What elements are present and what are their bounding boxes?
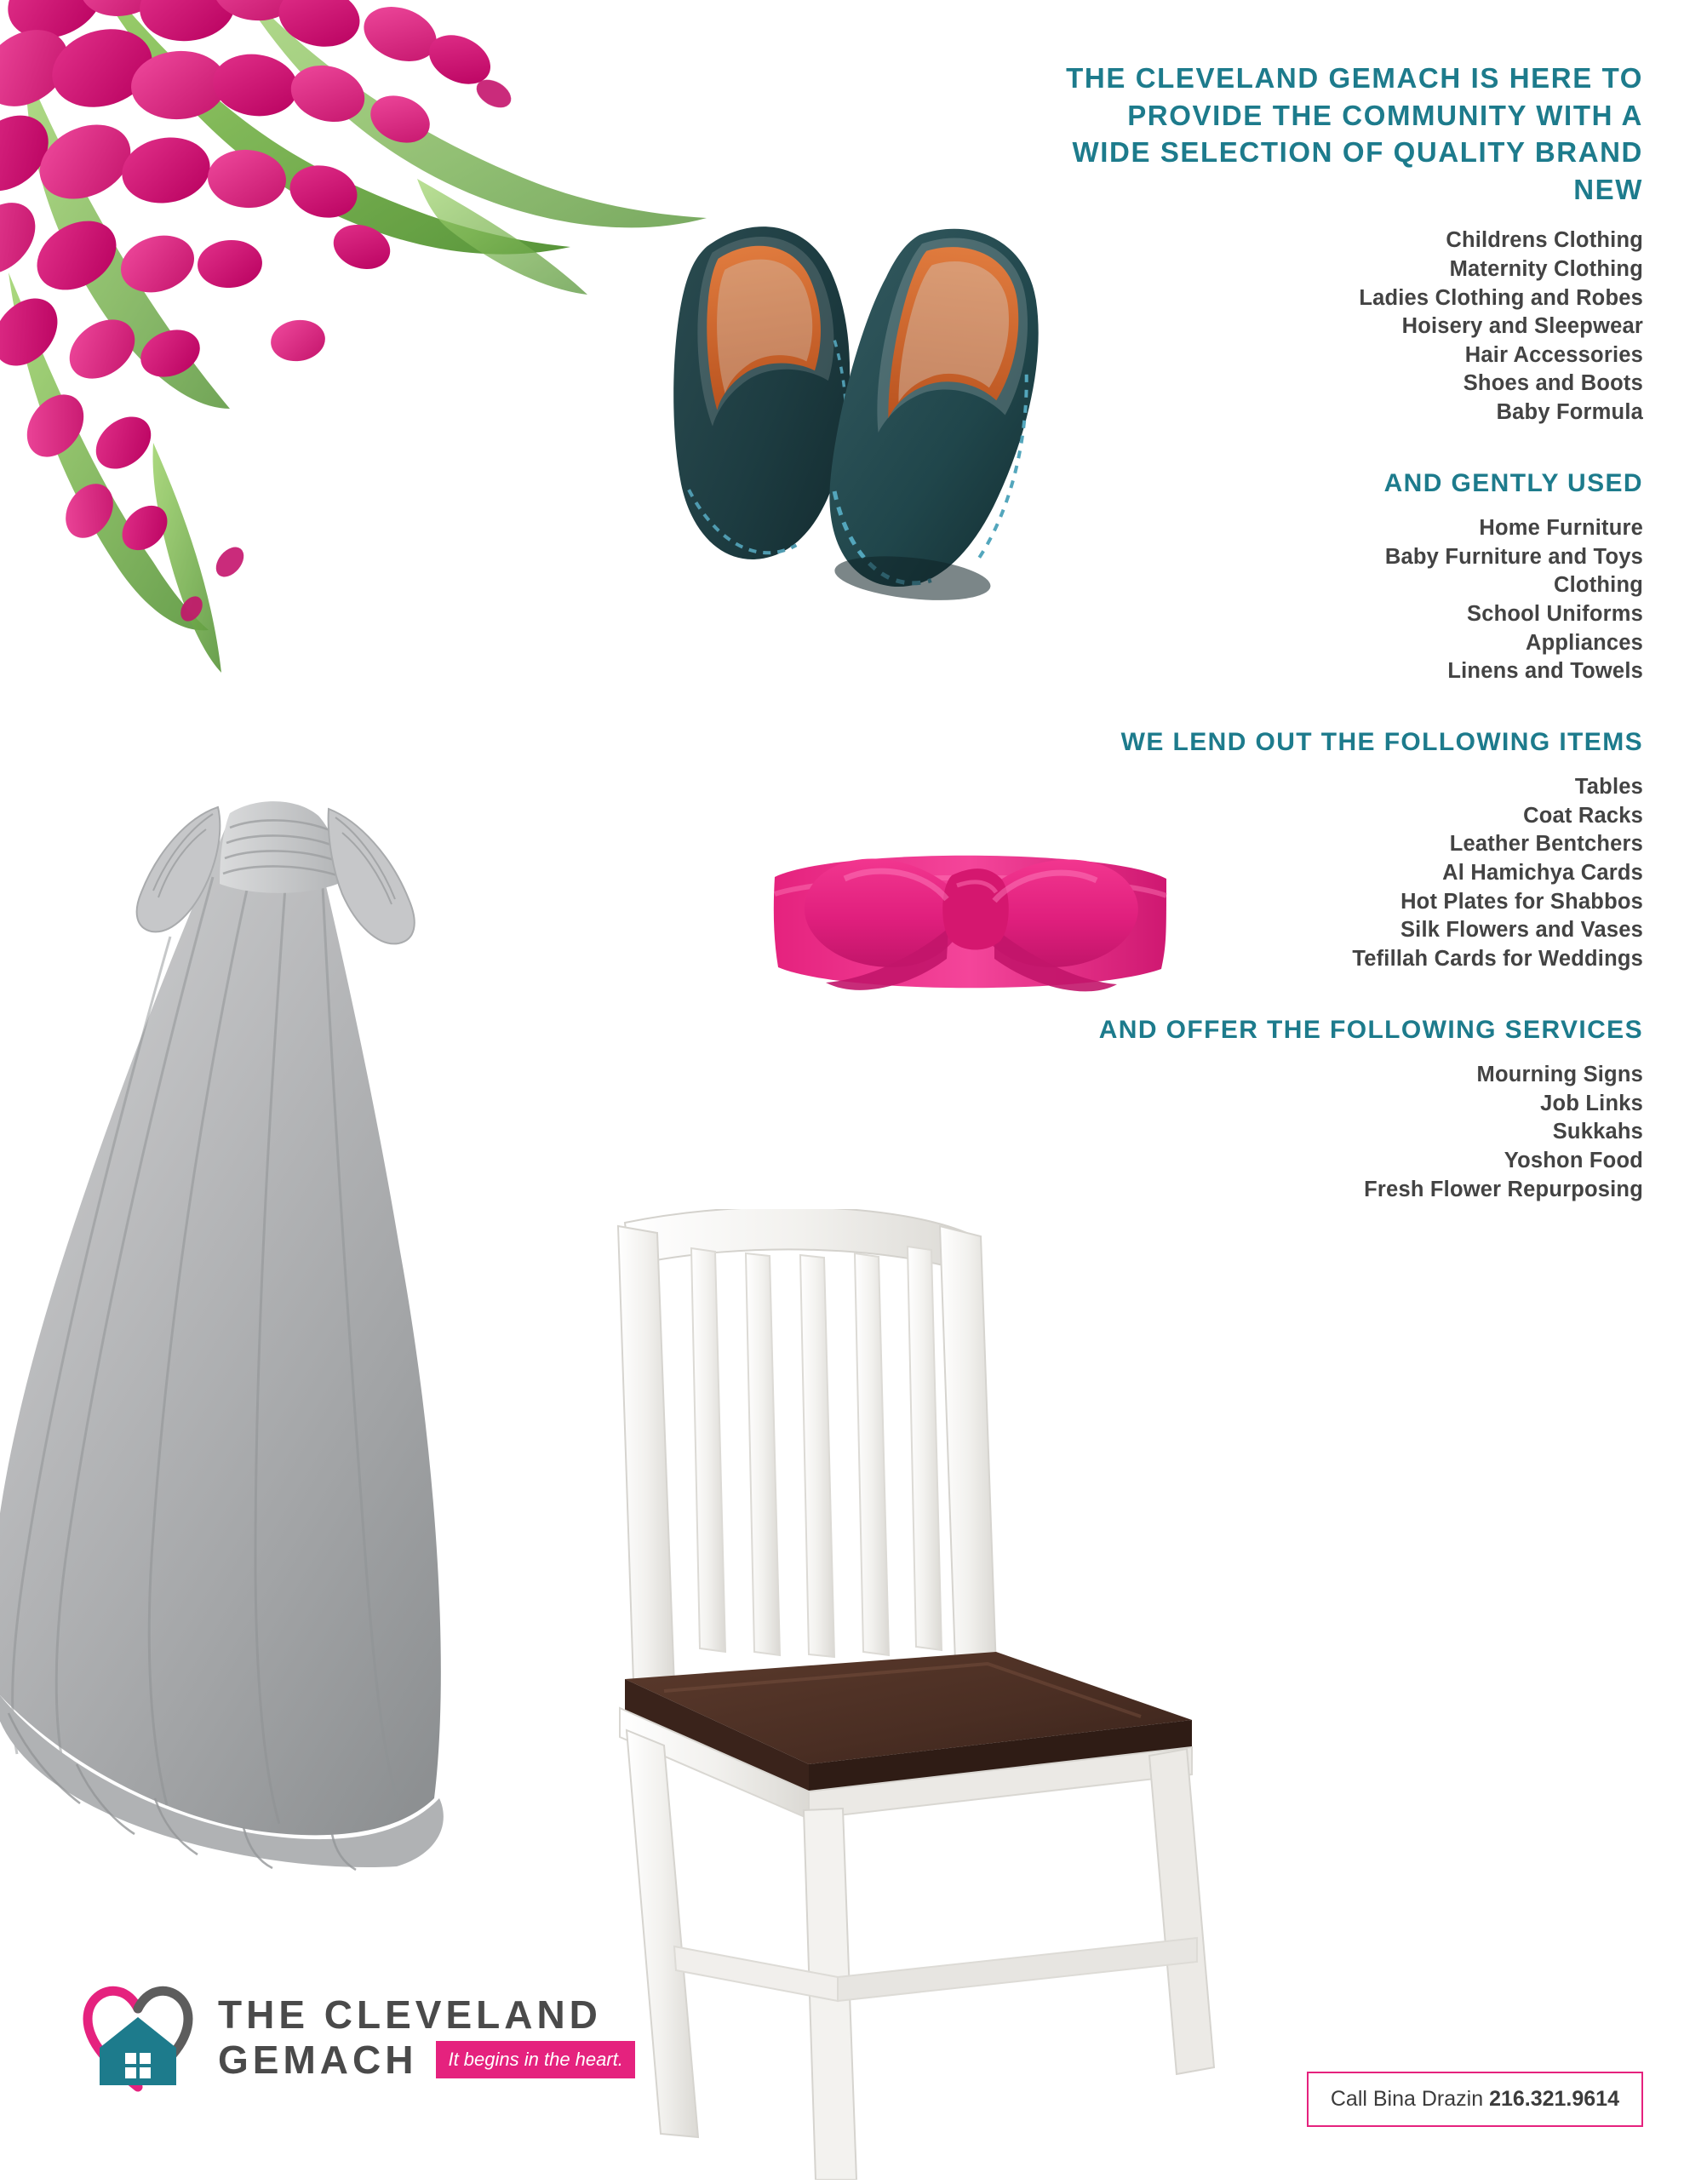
list-item: Sukkahs [1552, 1120, 1643, 1144]
list-item: Hair Accessories [1464, 342, 1643, 367]
logo-line-1: THE CLEVELAND [218, 1992, 602, 2038]
contact-phone[interactable]: 216.321.9614 [1489, 2087, 1619, 2111]
list-item: Appliances [1525, 630, 1643, 655]
list-item: Ladies Clothing and Robes [1359, 285, 1643, 310]
list-item: Al Hamichya Cards [1442, 861, 1643, 886]
list-item: Hoisery and Sleepwear [1401, 314, 1643, 339]
contact-box[interactable] [1307, 2072, 1643, 2127]
list-item: Yoshon Food [1504, 1148, 1643, 1172]
list-item: Leather Bentchers [1449, 832, 1643, 857]
list-item: Maternity Clothing [1449, 256, 1643, 281]
list-item: Tables [1574, 775, 1643, 800]
logo [81, 1980, 635, 2095]
list-item: School Uniforms [1466, 601, 1643, 626]
list-item: Clothing [1554, 573, 1643, 598]
shoes-image [647, 136, 1124, 664]
list-item: Baby Furniture and Toys [1384, 544, 1643, 569]
list-item: Shoes and Boots [1463, 371, 1643, 396]
heart-house-icon [81, 1980, 196, 2095]
list-item: Mourning Signs [1476, 1062, 1643, 1086]
page-title: THE CLEVELAND GEMACH IS HERE TO PROVIDE THE COMMUNITY WITH A WIDE SELECTION OF QUALITY BRAND NEW [1066, 62, 1643, 205]
content-column [1064, 60, 1643, 1243]
list-item: Childrens Clothing [1446, 228, 1643, 253]
logo-line-2: GEMACH [218, 2037, 418, 2082]
logo-row-2 [218, 2038, 635, 2082]
list-item: Hot Plates for Shabbos [1400, 889, 1643, 914]
section-heading-lend-out: WE LEND OUT THE FOLLOWING ITEMS [1120, 727, 1643, 756]
list-item: Fresh Flower Repurposing [1364, 1177, 1643, 1201]
list-item: Home Furniture [1479, 515, 1643, 540]
list-item: Tefillah Cards for Weddings [1352, 947, 1643, 972]
list-item: Baby Formula [1496, 400, 1643, 425]
list-lend-out [1064, 773, 1643, 974]
tagline: It begins in the heart. [436, 2041, 634, 2078]
section-heading-services: AND OFFER THE FOLLOWING SERVICES [1098, 1015, 1643, 1044]
section-heading-gently-used: AND GENTLY USED [1383, 468, 1643, 497]
list-brand-new [1064, 226, 1643, 427]
list-services [1064, 1061, 1643, 1204]
list-item: Silk Flowers and Vases [1400, 918, 1643, 943]
logo-text [218, 1992, 635, 2082]
list-gently-used [1064, 514, 1643, 686]
list-item: Linens and Towels [1447, 659, 1643, 684]
list-item: Coat Racks [1523, 803, 1643, 828]
chair-image [596, 1209, 1362, 2180]
list-item: Job Links [1540, 1091, 1643, 1115]
contact-label: Call Bina Drazin [1330, 2087, 1484, 2111]
